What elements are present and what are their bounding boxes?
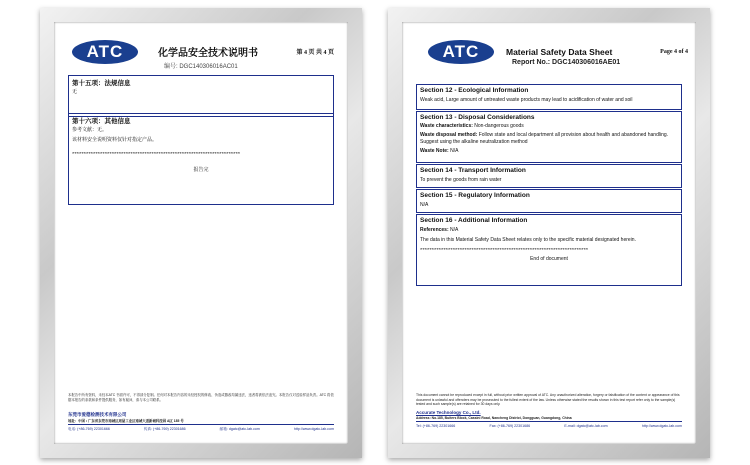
footer-company: Accurate Technology Co., Ltd. (416, 410, 481, 415)
document-number: 编号: DGC140306016AC01 (164, 64, 238, 70)
section-title: Section 15 - Regulatory Information (420, 192, 530, 199)
field-value: Follow state and local department all provision about health and abandoned handling. Suggest using the alkaline neutralization method (420, 132, 669, 145)
field-label: Waste disposal method: (420, 132, 478, 138)
field-value: Non-dangerous goods (472, 123, 524, 129)
section-text: To prevent the goods from rain water (420, 177, 502, 183)
section-15 (416, 189, 682, 213)
footer-note: This document cannot be reproduced except in full, without prior written approval of ATC. Any unauthorized alteration, forgery or falsification of the content or appearance of this document is unlawful and offenders may be prosecuted to the fullest extent of the law. Unless otherwise stated the results shown in this test report refer only to the sample(s) tested and such sample(s) are retained for 30 days only. (416, 393, 680, 406)
footer-contact (68, 427, 334, 432)
section-title: Section 16 - Additional Information (420, 217, 528, 224)
page-number: Page 4 of 4 (660, 49, 688, 55)
section-text: 无 (72, 90, 78, 95)
section-16 (68, 113, 334, 205)
end-of-report: 报告完 (193, 168, 209, 173)
footer-contact (416, 424, 682, 428)
section-12 (416, 84, 682, 110)
section-line (417, 225, 681, 235)
page-title: Material Safety Data Sheet (506, 47, 613, 57)
section-text: Weak acid, Large amount of untreated waste products may lead to acidification of water and soil (420, 97, 633, 103)
section-title: Section 14 - Transport Information (420, 167, 526, 174)
english-msds-page (402, 22, 696, 444)
footer-address: Address: No.185, Buiters Block, Cassini Road, Nancheng District, Dongguan, Guangdong, China (416, 416, 572, 420)
footer-email: 邮箱: dgatc@atc-lab.com (219, 427, 260, 431)
footer-web: http://www.dgatc-lab.com (293, 427, 334, 431)
end-of-document: End of document (530, 256, 568, 262)
section-text: 参考文献：无。 (72, 128, 108, 133)
field-value: N/A (448, 227, 459, 233)
report-number: Report No.: DGC140306016AE01 (512, 59, 621, 66)
footer-phone: Tel: (+86-769) 22301666 (416, 424, 456, 428)
section-16 (416, 214, 682, 286)
footer-divider (416, 421, 682, 422)
footer-fax: 传真: (+86-769) 22301686 (143, 427, 186, 431)
field-value: N/A (448, 148, 459, 154)
footer-address: 地址：中国 • 广东省东莞市南城区周屋工业区南城大道新城科技园 A区 185 号 (68, 419, 184, 423)
footer-web: http://www.dgatc-lab.com (641, 424, 682, 428)
footer-email: E-mail: dgatc@atc-lab.com (564, 424, 608, 428)
atc-logo: ATC (72, 40, 138, 64)
section-title: Section 13 - Disposal Considerations (420, 114, 535, 121)
section-line (417, 131, 681, 147)
star-separator: ************************************************************************ (72, 152, 241, 158)
section-14 (416, 164, 682, 188)
footer-divider (68, 424, 334, 425)
field-label: Waste characteristics: (420, 123, 473, 129)
section-line (417, 122, 681, 131)
section-text: The data in this Material Safety Data Sheet relates only to the specific material designated herein. (420, 237, 636, 243)
atc-logo: ATC (428, 40, 494, 64)
section-text: 该材料安全说明资料仅针对指定产品。 (72, 138, 158, 143)
footer-company: 东莞市爱德检测技术有限公司 (68, 412, 127, 417)
page-title: 化学品安全技术说明书 (158, 48, 258, 59)
section-title: Section 12 - Ecological Information (420, 87, 529, 94)
chinese-msds-page-frame (40, 8, 362, 458)
field-label: References: (420, 227, 449, 233)
section-title: 第十五项：法规信息 (72, 80, 131, 87)
section-15 (68, 75, 334, 117)
footer-note: 本报告中所有资料，未经本ATC 书面许可，不得部分复制。任何对本报告内容的未经授权的修改、伪造或篡改均属违法，违者将被依法追究。本报告仅对送检样品负责。ATC 将依据本报告的条款和条件提供服务，如有疑问，请与本公司联系。 (68, 393, 334, 402)
page-number: 第 4 页 共 4 页 (296, 50, 334, 56)
section-13 (416, 111, 682, 163)
star-separator: ************************************************************************ (420, 248, 589, 254)
section-text: N/A (420, 202, 429, 208)
section-title: 第十六项：其他信息 (72, 118, 131, 125)
field-label: Waste Note: (420, 148, 449, 154)
section-line (417, 147, 681, 156)
chinese-msds-page (54, 22, 348, 444)
footer-phone: 电话: (+86-769) 22301666 (68, 427, 110, 431)
english-msds-page-frame (388, 8, 710, 458)
footer-fax: Fax: (+86-769) 22301686 (489, 424, 531, 428)
